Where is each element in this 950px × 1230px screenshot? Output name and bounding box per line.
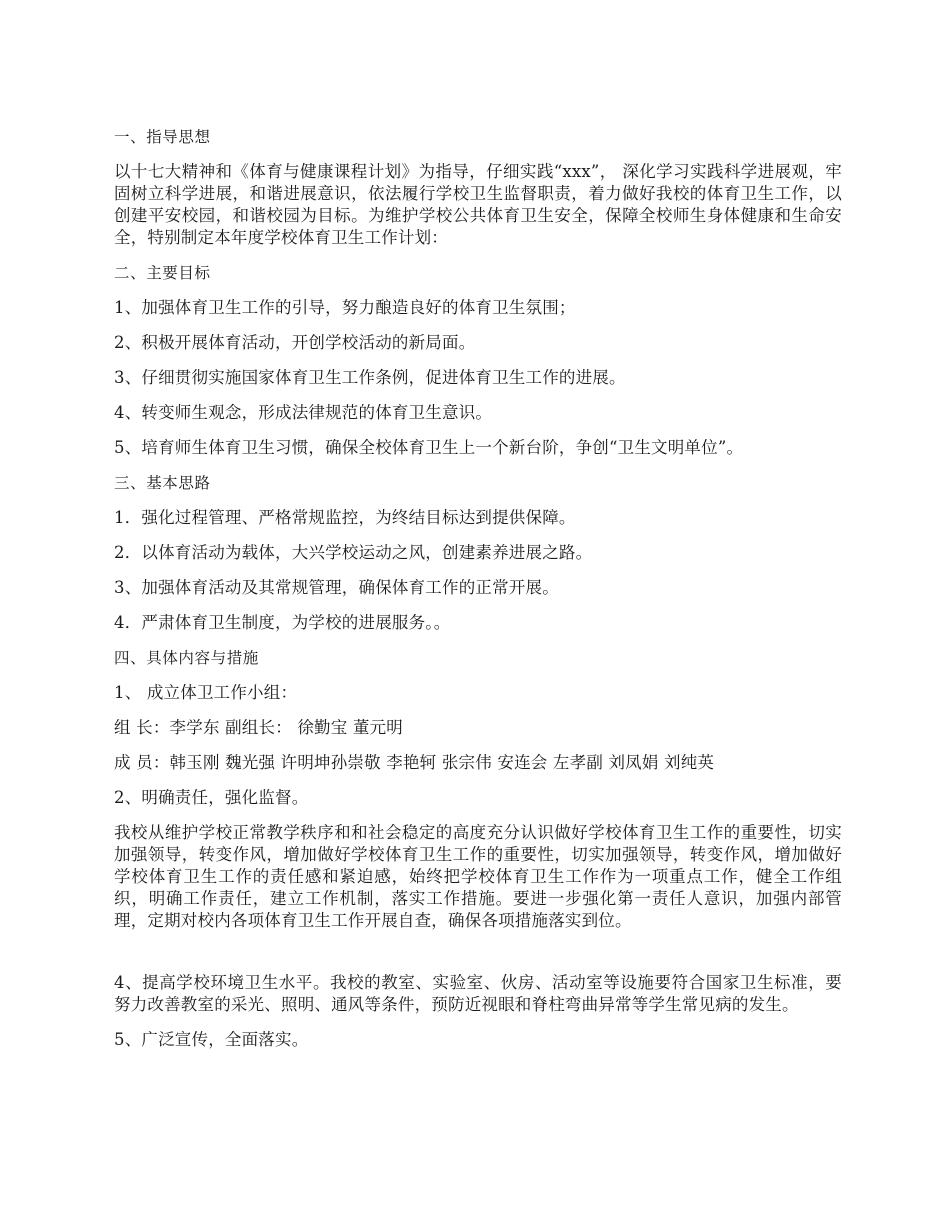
list-item: 2、积极开展体育活动，开创学校活动的新局面。 [114,333,476,352]
section-heading: 四、具体内容与措施 [114,649,259,667]
section-heading: 二、主要目标 [114,264,211,282]
paragraph: 4、提高学校环境卫生水平。我校的教室、实验室、伙房、活动室等设施要符合国家卫生标准，要努力改善教室的采光、照明、通风等条件，预防近视眼和脊柱弯曲异常等学生常见病的发生。 [114,973,842,1014]
paragraph: 我校从维护学校正常教学秩序和和社会稳定的高度充分认识做好学校体育卫生工作的重要性，切实加强领导，转变作风，增加做好学校体育卫生工作的重要性，切实加强领导，转变作风，增加做好学校体育卫生工作的责任感和紧迫感，始终把学校体育卫生工作作为一项重点工作，健全工作组织，明确工作责任，建立工作机制，落实工作措施。要进一步强化第一责任人意识，加强内部管理，定期对校内各项体育卫生工作开展自查，确保各项措施落实到位。 [114,823,842,930]
paragraph: 以十七大精神和《体育与健康课程计划》为指导，仔细实践“xxx”， 深化学习实践科学进展观，牢固树立科学进展，和谐进展意识，依法履行学校卫生监督职责，着力做好我校的体育卫生工作，以创建平安校园，和谐校园为目标。为维护学校公共体育卫生安全，保障全校师生身体健康和生命安全，特别制定本年度学校体育卫生工作计划： [114,162,842,247]
list-item: 4、转变师生观念，形成法律规范的体育卫生意识。 [114,403,493,422]
blank-spacer [114,945,842,972]
team-members: 成 员：韩玉刚 魏光强 许明坤孙崇敬 李艳轲 张宗伟 安连会 左孝副 刘凤娟 刘纯英 [114,753,715,772]
list-item: 1．强化过程管理、严格常规监控，为终结目标达到提供保障。 [114,508,576,527]
list-item: 1、 成立体卫工作小组： [114,683,298,702]
list-item: 1、加强体育卫生工作的引导，努力酿造良好的体育卫生氛围； [114,298,576,317]
list-item: 3、仔细贯彻实施国家体育卫生工作条例，促进体育卫生工作的进展。 [114,368,626,387]
section-heading: 一、指导思想 [114,128,211,146]
document-page [114,126,842,1064]
list-item: 3、加强体育活动及其常规管理，确保体育工作的正常开展。 [114,578,559,597]
team-leaders: 组 长：李学东 副组长： 徐勤宝 董元明 [114,718,403,737]
list-item: 2．以体育活动为载体，大兴学校运动之风，创建素养进展之路。 [114,543,593,562]
list-item: 4．严肃体育卫生制度，为学校的进展服务。。 [114,613,451,632]
list-item: 5、培育师生体育卫生习惯，确保全校体育卫生上一个新台阶，争创“卫生文明单位”。 [114,438,744,457]
section-heading: 三、基本思路 [114,474,211,492]
list-item: 5、广泛宣传，全面落实。 [114,1030,309,1049]
list-item: 2、明确责任，强化监督。 [114,788,309,807]
